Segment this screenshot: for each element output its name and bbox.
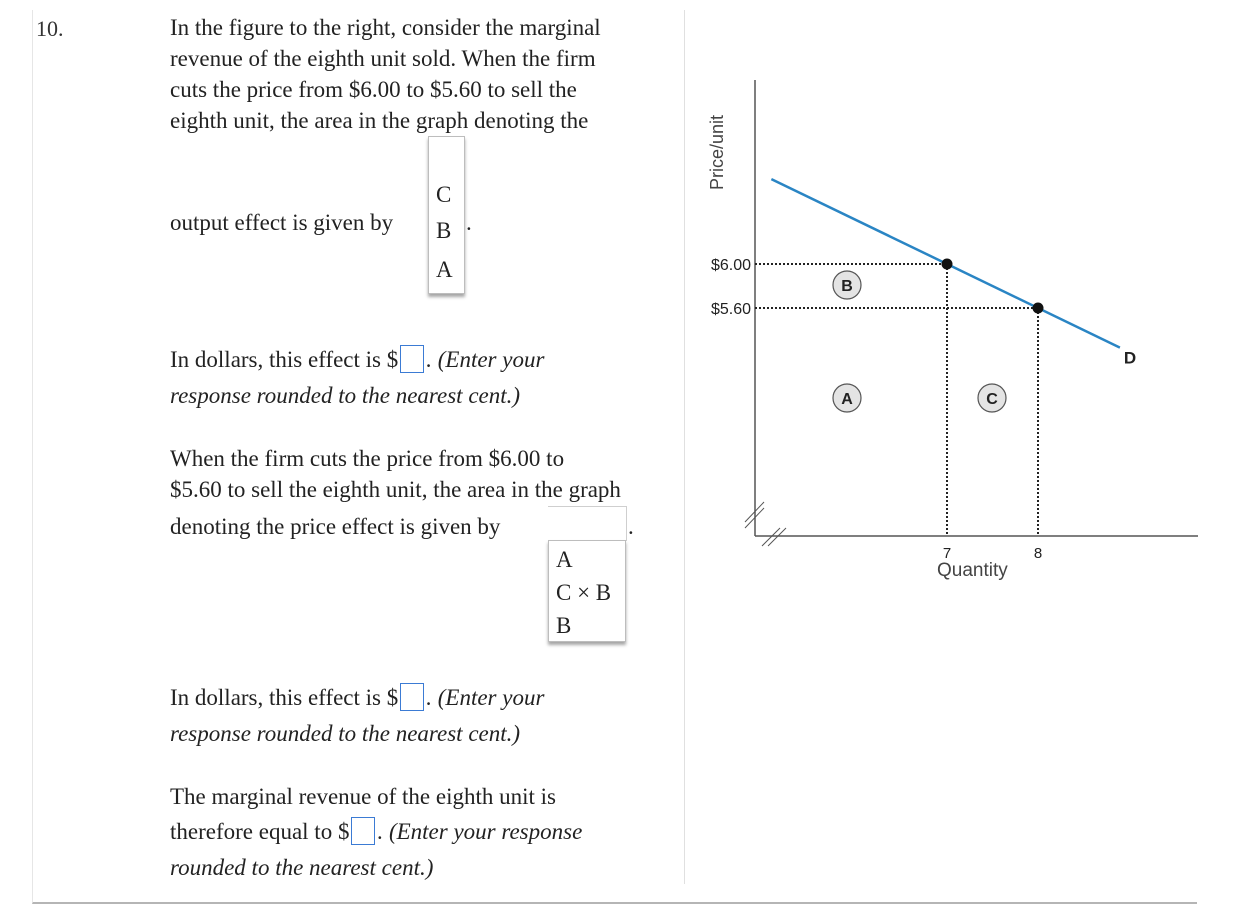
marginal-revenue-input[interactable]: [351, 817, 375, 845]
price-option-b[interactable]: B: [556, 613, 572, 638]
mr-prefix: therefore equal to $: [170, 819, 350, 844]
output-option-a[interactable]: A: [436, 257, 453, 282]
demand-graph: [690, 60, 1210, 600]
output-dropdown-period: .: [466, 210, 472, 235]
y-tick-label-2: $5.60: [710, 301, 751, 318]
area-c-text: C: [986, 391, 998, 408]
effect1-hint-b: response rounded to the nearest cent.): [170, 383, 521, 408]
mr-line-1: The marginal revenue of the eighth unit is: [170, 784, 556, 809]
x-axis-label: Quantity: [937, 560, 1008, 581]
intro-line-2: revenue of the eighth unit sold. When the firm: [170, 46, 596, 71]
y-axis-label: Price/unit: [707, 114, 727, 190]
data-point-2: [1033, 303, 1044, 314]
intro-line-1: In the figure to the right, consider the marginal: [170, 15, 601, 40]
effect2-prefix: In dollars, this effect is $: [170, 685, 399, 710]
price-line-1: When the firm cuts the price from $6.00 to: [170, 446, 565, 471]
question-number: 10.: [36, 16, 64, 41]
area-b-text: B: [841, 278, 853, 295]
output-effect-input[interactable]: [400, 345, 424, 373]
price-line-2: $5.60 to sell the eighth unit, the area in the graph: [170, 477, 621, 502]
effect2-hint-b: response rounded to the nearest cent.): [170, 721, 521, 746]
x-tick-label-1: 7: [942, 545, 952, 562]
output-effect-dropdown[interactable]: [428, 136, 465, 294]
price-option-a[interactable]: A: [556, 547, 573, 572]
column-divider: [684, 10, 685, 884]
area-label-a: [833, 384, 861, 412]
price-effect-dropdown[interactable]: [548, 540, 626, 642]
price-dropdown-period: .: [628, 514, 634, 539]
data-point-1: [942, 259, 953, 270]
demand-label: D: [1123, 348, 1137, 368]
effect1-line-2: [170, 380, 520, 411]
intro-line-4: eighth unit, the area in the graph denoting the: [170, 108, 589, 133]
output-effect-label: output effect is given by: [170, 210, 394, 235]
effect2-line-2: [170, 718, 520, 749]
mr-line-2: [170, 816, 582, 847]
area-a-text: A: [841, 391, 853, 408]
intro-line-3: cuts the price from $6.00 to $5.60 to sell the: [170, 77, 577, 102]
effect1-prefix: In dollars, this effect is $: [170, 347, 399, 372]
x-tick-label-2: 8: [1033, 545, 1043, 562]
area-label-b: [833, 271, 861, 299]
effect1-line-1: [170, 344, 544, 375]
effect1-hint-a: . (Enter your: [426, 347, 545, 372]
y-tick-label-1: $6.00: [710, 257, 751, 274]
effect2-line-1: [170, 682, 544, 713]
mr-line-3: [170, 852, 433, 883]
axis-break-marks: [745, 502, 786, 546]
price-option-cxb[interactable]: C × B: [556, 580, 612, 605]
mr-hint-b: rounded to the nearest cent.): [170, 855, 434, 880]
price-effect-input[interactable]: [400, 683, 424, 711]
output-option-b[interactable]: B: [436, 218, 452, 243]
area-label-c: [978, 384, 1006, 412]
price-effect-label: denoting the price effect is given by: [170, 514, 501, 539]
effect2-hint-a: . (Enter your: [426, 685, 545, 710]
output-option-c[interactable]: C: [436, 182, 452, 207]
mr-hint-a: . (Enter your response: [377, 819, 583, 844]
price-dropdown-anchor: [548, 506, 627, 541]
